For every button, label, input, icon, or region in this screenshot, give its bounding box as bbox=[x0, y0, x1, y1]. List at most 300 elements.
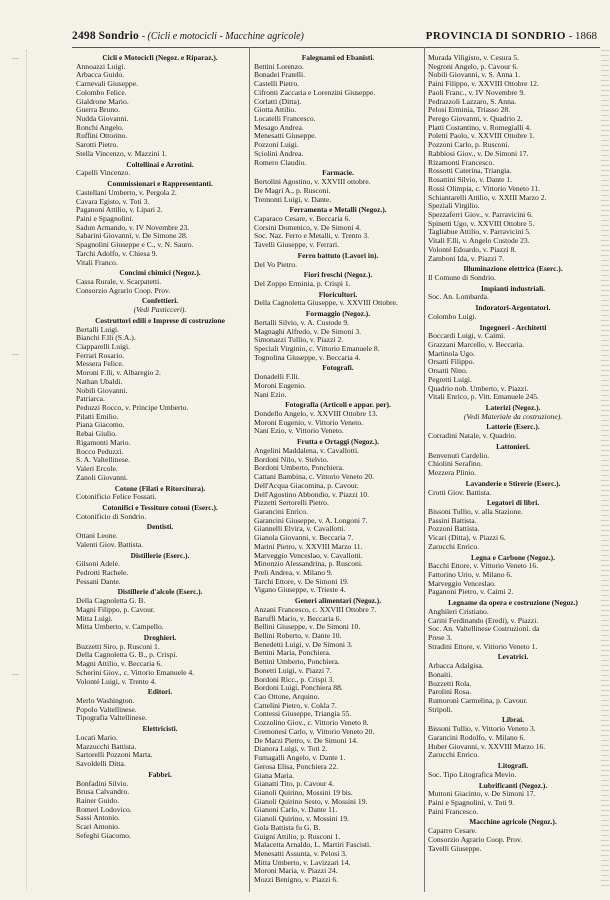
directory-entry: Paini e Spagnolini. bbox=[76, 214, 134, 223]
directory-entry: Tarchi Adolfo, v. Chiesa 9. bbox=[76, 249, 158, 258]
directory-entry: Fumagalli Angelo, v. Dante 1. bbox=[254, 754, 346, 763]
section-heading: Ferro battuto (Lavori in). bbox=[297, 250, 379, 260]
directory-section bbox=[428, 443, 598, 478]
directory-entry: Bellini Roberto, v. Dante 10. bbox=[254, 632, 342, 640]
directory-entry: Romero Claudio. bbox=[254, 158, 307, 167]
directory-entry: Dianora Luigi, v. Toti 2. bbox=[254, 745, 328, 754]
directory-entry: Tremonti Luigi, v. Dante. bbox=[254, 195, 332, 204]
directory-entry: Prese 3. bbox=[428, 634, 453, 642]
section-heading: Impianti industriali. bbox=[480, 283, 546, 293]
header-province: PROVINCIA DI SONDRIO bbox=[425, 30, 566, 42]
directory-entry: Piana Giacomo. bbox=[76, 421, 125, 430]
directory-entry: Zarucchi Enrico. bbox=[428, 542, 480, 551]
section-heading: Confettieri. bbox=[141, 296, 179, 306]
directory-entry: Nudda Giovanni. bbox=[76, 115, 129, 124]
section-heading: Ingegneri - Architetti bbox=[479, 322, 547, 332]
directory-entry: Tavelli Giuseppe, v. Ferrari. bbox=[254, 241, 340, 250]
directory-entry: Murada Viligisto, v. Cesura 5. bbox=[428, 54, 520, 62]
directory-entry: Dondello Angelo, v. XXVIII Ottobre 13. bbox=[254, 410, 378, 419]
directory-entry: Tarchi Ettore, v. De Simoni 19. bbox=[254, 577, 349, 586]
directory-section bbox=[428, 404, 598, 421]
directory-entry: Gianoni Carlo, v. Dante 11. bbox=[254, 806, 338, 815]
directory-entry: Huber Giovanni, v. XXVIII Marzo 16. bbox=[428, 742, 546, 751]
directory-entry: Paganoni Pietro, v. Caimi 2. bbox=[428, 588, 514, 597]
directory-entry: Cavara Egisto, v. Toti 3. bbox=[76, 197, 150, 206]
header-city: Sondrio bbox=[98, 30, 139, 42]
directory-entry: Soc. An. Lombarda. bbox=[428, 293, 489, 302]
directory-entry: Rosattini Silvio, v. Dante 1. bbox=[428, 176, 513, 185]
directory-section bbox=[428, 653, 598, 714]
directory-entry: Popolo Valtellinese. bbox=[76, 705, 137, 714]
section-heading: Laterizi (Negoz.). bbox=[485, 403, 541, 413]
directory-entry: Caparaco Cesare, v. Beccaria 6. bbox=[254, 214, 351, 223]
section-heading: Distillerie d'alcole (Eserc.). bbox=[117, 587, 203, 597]
directory-entry: Platti Costantino, v. Romegialli 4. bbox=[428, 123, 532, 132]
directory-entry: Angelini Maddalena, v. Cavallotti. bbox=[254, 446, 359, 455]
page-header bbox=[72, 30, 597, 46]
section-heading: Fotografia (Articoli e appar. per). bbox=[285, 400, 391, 410]
directory-entry: Benedetti Luigi, v. De Simoni 3. bbox=[254, 640, 353, 649]
directory-entry: Schiantarelli Attilio, v. XXIII Marzo 2. bbox=[428, 193, 547, 202]
directory-entry: Perego Giovanni, v. Quadrio 2. bbox=[428, 115, 523, 124]
directory-entry: Magni Filippo, p. Cavour. bbox=[76, 605, 155, 614]
directory-entry: Capelli Vincenzo. bbox=[76, 169, 131, 178]
header-subject: - (Cicli e motocicli - Macchine agricole) bbox=[141, 31, 304, 42]
directory-entry: Dell'Acqua Giacomina, p. Cavour. bbox=[254, 481, 359, 490]
directory-entry: Dell'Agostino Abbondio, v. Piazzi 10. bbox=[254, 490, 369, 499]
directory-entry: Soc. An. Valtellinese Costruzioni. da bbox=[428, 625, 540, 634]
directory-entry: Arbacca Adalgisa. bbox=[428, 662, 484, 671]
directory-entry: Tagliabue Attilio, v. Parravicini 5. bbox=[428, 228, 531, 237]
directory-entry: Soc. Naz. Ferro e Metalli, v. Trento 3. bbox=[254, 232, 370, 241]
directory-entry: Buzzetti Siro, p. Rusconi 1. bbox=[76, 642, 160, 651]
page-number: 2498 bbox=[72, 30, 96, 42]
directory-entry: Carnevali Giuseppe. bbox=[76, 80, 138, 89]
header-right bbox=[426, 30, 597, 42]
directory-entry: Bellini Giuseppe, v. De Simoni 10. bbox=[254, 623, 361, 632]
section-heading: Falegnami ed Ebanisti. bbox=[301, 53, 375, 62]
directory-entry: Gerosa Elisa, Ponchiera 22. bbox=[254, 762, 339, 771]
directory-entry: Benvenuti Cardelio. bbox=[428, 451, 490, 460]
directory-entry: Baruffi Mario, v. Beccaria 6. bbox=[254, 614, 342, 623]
column-divider bbox=[424, 47, 425, 892]
directory-section bbox=[76, 297, 244, 314]
directory-entry: Della Cagnoletta Giuseppe, v. XXVIII Ottobre. bbox=[254, 299, 398, 308]
directory-entry: Giotta Attilio. bbox=[254, 106, 297, 115]
column-left bbox=[76, 52, 244, 841]
directory-entry: Buzzetti Rola. bbox=[428, 679, 472, 688]
section-heading: Levatrici. bbox=[497, 652, 529, 662]
directory-section bbox=[428, 782, 598, 817]
directory-entry: Anzani Francesco, c. XXVIII Ottobre 7. bbox=[254, 605, 377, 614]
directory-entry: Colombo Luigi. bbox=[428, 312, 477, 321]
directory-entry: Vitali Enrico, p. Vitt. Emanuele 245. bbox=[428, 393, 539, 402]
directory-entry: Stradini Ettore, v. Vittorio Veneto 1. bbox=[428, 642, 538, 651]
directory-entry: Vitali F.lli, v. Angelo Custode 23. bbox=[428, 237, 530, 246]
section-heading: Indoratori-Argentatori. bbox=[475, 303, 551, 313]
left-margin-ruling: — — — bbox=[4, 50, 27, 890]
directory-entry: Guerra Bruno. bbox=[76, 106, 120, 115]
directory-entry: Cozzolino Giov., c. Vittorio Veneto 8. bbox=[254, 719, 369, 728]
directory-entry: Bertalli Luigi. bbox=[76, 325, 120, 334]
directory-section bbox=[76, 588, 244, 632]
directory-entry: Bordoni Ricc., p. Crispi 3. bbox=[254, 675, 335, 684]
directory-entry: Brusa Calvandro. bbox=[76, 788, 130, 797]
directory-section bbox=[428, 716, 598, 760]
directory-entry: Mezzera Plinio. bbox=[428, 469, 477, 478]
directory-section bbox=[254, 438, 422, 595]
section-heading: Macchine agricole (Negoz.). bbox=[469, 817, 557, 827]
directory-entry: Valeri Ercole. bbox=[76, 465, 118, 474]
directory-entry: Pozzoni Carlo, p. Rusconi. bbox=[428, 141, 510, 150]
section-heading: Fotografi. bbox=[322, 363, 354, 373]
directory-entry: Orsatti Nino. bbox=[428, 367, 468, 376]
section-heading: Lavanderie e Stirerie (Eserc.). bbox=[465, 478, 561, 488]
directory-entry: Pessani Dante. bbox=[76, 577, 121, 586]
directory-entry: S. A. Valtellinese. bbox=[76, 456, 131, 465]
section-heading: Farmacie. bbox=[322, 168, 354, 178]
directory-entry: Mozzi Benigno, v. Piazzi 6. bbox=[254, 876, 339, 885]
directory-entry: Tognolina Giuseppe, v. Beccaria 4. bbox=[254, 353, 361, 362]
section-heading: Lattonieri. bbox=[496, 441, 530, 451]
directory-entry: Moroni F.lli, v. Albaregio 2. bbox=[76, 369, 161, 378]
directory-entry: Paini e Spagnolini, v. Toti 9. bbox=[428, 798, 515, 807]
directory-section bbox=[428, 324, 598, 402]
directory-entry: Pozzoni Battista. bbox=[428, 525, 480, 534]
directory-entry: Merlo Washington. bbox=[76, 697, 135, 706]
directory-entry: Bissoni Tullio, v. alla Stazione. bbox=[428, 507, 523, 516]
directory-entry: Simonazzi Tullio, v. Piazzi 2. bbox=[254, 336, 344, 345]
directory-section bbox=[428, 54, 598, 263]
directory-entry: (Vedi Materiale da costruzione). bbox=[463, 412, 563, 421]
directory-entry: Cattelini Pietro, v. Cokla 7. bbox=[254, 701, 337, 710]
directory-entry: Boccardi Luigi, v. Caimi. bbox=[428, 332, 506, 341]
directory-entry: Mitta Umberto, v. Lavizzari 14. bbox=[254, 858, 351, 867]
section-heading: Cotonifici e Tessiture cotoni (Eserc.). bbox=[102, 502, 218, 512]
directory-entry: Pedrazzoli Lazzaro, S. Anna. bbox=[428, 97, 517, 106]
directory-entry: Bordoni Nilo, v. Stelvio. bbox=[254, 455, 329, 464]
directory-entry: Menesatti Assunta, v. Pelosi 3. bbox=[254, 849, 347, 858]
directory-entry: Sciolini Andrea. bbox=[254, 149, 304, 158]
directory-entry: Nani Ezio. bbox=[254, 390, 287, 399]
directory-entry: Malacetta Arnaldo, L. Martiri Fascisti. bbox=[254, 841, 372, 850]
directory-entry: Pozzoni Luigi. bbox=[254, 141, 299, 150]
directory-section bbox=[428, 599, 598, 651]
directory-section bbox=[254, 252, 422, 269]
directory-entry: Marveggio Venceslao, v. Cavallotti. bbox=[254, 551, 363, 560]
directory-entry: Castelli Pietro. bbox=[254, 80, 300, 89]
directory-section bbox=[428, 285, 598, 302]
directory-entry: Bacchi Ettore, v. Vittorio Veneto 16. bbox=[428, 562, 539, 571]
directory-entry: Passini Battista. bbox=[428, 516, 477, 525]
directory-entry: Marini Pietro, v. XXVIII Marzo 11. bbox=[254, 542, 363, 551]
section-heading: Legname da opera e costruzione (Negoz.) bbox=[448, 598, 578, 608]
directory-section bbox=[254, 310, 422, 362]
directory-entry: Ciapparelli Luigi. bbox=[76, 343, 130, 351]
directory-entry: Colombo Felice. bbox=[76, 88, 127, 97]
section-heading: Fabbri. bbox=[148, 769, 172, 779]
directory-entry: Peduzzi Rocco, v. Principe Umberto. bbox=[76, 404, 189, 413]
directory-section bbox=[428, 304, 598, 321]
directory-entry: Corsini Domenico, v. De Simoni 4. bbox=[254, 223, 362, 232]
directory-entry: Bonaiti. bbox=[428, 670, 453, 679]
directory-entry: Cattani Bambina, c. Vittorio Veneto 20. bbox=[254, 473, 374, 482]
directory-entry: Nobili Giovanni. bbox=[76, 386, 128, 395]
directory-entry: (Vedi Pasticceri). bbox=[133, 306, 187, 315]
directory-entry: Orsatti Filippo. bbox=[428, 358, 475, 367]
section-heading: Concimi chimici (Negoz.). bbox=[119, 268, 201, 278]
directory-entry: Rossotti Caterina, Triangia. bbox=[428, 167, 512, 176]
directory-entry: Arbacca Guido. bbox=[76, 71, 125, 80]
directory-section bbox=[76, 688, 244, 723]
directory-entry: Rocco Peduzzi. bbox=[76, 447, 124, 456]
section-heading: Editori. bbox=[147, 687, 173, 697]
directory-section bbox=[428, 818, 598, 853]
directory-entry: Bettini Lorenzo. bbox=[254, 62, 304, 71]
directory-section bbox=[428, 762, 598, 779]
directory-entry: Pegretti Luigi. bbox=[428, 375, 472, 384]
directory-entry: Vitali Franco. bbox=[76, 258, 118, 267]
directory-entry: Gianoli Quirino Sesto, v. Mossini 19. bbox=[254, 797, 368, 806]
directory-entry: Volonté Luigi, v. Trento 4. bbox=[76, 677, 157, 686]
directory-entry: Gianatti Tito, p. Cavour 4. bbox=[254, 780, 334, 789]
directory-section bbox=[76, 485, 244, 502]
directory-entry: Bonetti Luigi, v. Piazzi 7. bbox=[254, 666, 332, 675]
directory-section bbox=[428, 423, 598, 440]
directory-entry: Soc. Tipo Litografica Mevio. bbox=[428, 770, 517, 779]
directory-section bbox=[428, 554, 598, 598]
directory-entry: Locatelli Francesco. bbox=[254, 115, 316, 124]
directory-entry: Giana Maria. bbox=[254, 771, 295, 780]
directory-entry: Nathan Ubaldi. bbox=[76, 377, 123, 386]
directory-entry: De Marzi Pietro, v. De Simoni 14. bbox=[254, 736, 358, 745]
directory-section bbox=[76, 54, 244, 159]
directory-entry: Cotonificio Felice Fossati. bbox=[76, 493, 157, 502]
directory-entry: De Magri A., p. Rusconi. bbox=[254, 186, 331, 195]
directory-entry: Mesago Andrea. bbox=[254, 123, 304, 132]
directory-section bbox=[76, 317, 244, 483]
section-heading: Legna e Carbone (Negoz.). bbox=[471, 552, 555, 562]
directory-entry: Contessi Giuseppe, Triangia 55. bbox=[254, 710, 352, 719]
directory-entry: Della Cagnoletta G. B., p. Crispi. bbox=[76, 651, 178, 660]
directory-section bbox=[76, 771, 244, 841]
section-heading: Cicli e Motocicli (Negoz. e Riparaz.). bbox=[102, 53, 218, 62]
section-heading: Formaggio (Negoz.). bbox=[305, 309, 371, 319]
directory-entry: Cotonificio di Sondrio. bbox=[76, 512, 147, 521]
directory-section bbox=[254, 271, 422, 288]
directory-entry: Gianoli Quirino, v. Mossini 19. bbox=[254, 815, 350, 824]
section-heading: Lubrificanti (Negoz.). bbox=[478, 780, 548, 790]
section-heading: Floricultori. bbox=[318, 289, 358, 299]
directory-section bbox=[254, 597, 422, 885]
section-heading: Distillerie (Eserc.). bbox=[130, 550, 190, 560]
directory-entry: Zarucchi Enrico. bbox=[428, 751, 480, 760]
directory-entry: Poletti Paolo, v. XXVIII Ottobre 1. bbox=[428, 132, 535, 141]
directory-entry: Rainer Guido. bbox=[76, 796, 120, 805]
directory-entry: Moroni Eugenio. bbox=[254, 381, 306, 390]
directory-entry: Spagnolini Giuseppe e C., v. N. Sauro. bbox=[76, 241, 194, 250]
directory-entry: Del Vo Pietro. bbox=[254, 260, 297, 269]
section-heading: Generi alimentari (Negoz.). bbox=[294, 596, 382, 606]
directory-entry: Speciali Virginio, c. Vittorio Emanuele 8. bbox=[254, 345, 380, 353]
section-heading: Litografi. bbox=[497, 761, 529, 771]
directory-section bbox=[76, 523, 244, 549]
column-right bbox=[428, 52, 598, 853]
directory-entry: Volonté Edoardo, v. Piazzi 8. bbox=[428, 245, 517, 254]
directory-entry: Bertalli Silvio, v. A. Custode 9. bbox=[254, 318, 350, 327]
binding-edge bbox=[601, 50, 609, 890]
directory-entry: Pizzetti Sertorelli Pietro. bbox=[254, 499, 329, 508]
directory-entry: Negroni Angelo, p. Cavour 6. bbox=[428, 62, 519, 71]
directory-entry: Romeri Lodovico. bbox=[76, 805, 132, 814]
directory-entry: Muttoni Giacinto, v. De Simoni 17. bbox=[428, 790, 536, 799]
directory-entry: Annoazzi Luigi. bbox=[76, 62, 126, 71]
directory-entry: Ruffini Ottorino. bbox=[76, 132, 128, 141]
directory-entry: Magnaghi Alfredo, v. De Simoni 3. bbox=[254, 327, 362, 336]
directory-entry: Paganoni Attilio, v. Lipari 2. bbox=[76, 206, 163, 215]
directory-entry: Savoldelli Ditta. bbox=[76, 760, 126, 769]
section-heading: Libraí. bbox=[502, 715, 524, 725]
directory-entry: Consorzio Agrario Coop. Prov. bbox=[428, 835, 523, 844]
directory-entry: Zamboni Ida, v. Piazzi 7. bbox=[428, 254, 505, 263]
directory-section bbox=[254, 206, 422, 250]
section-heading: Latterie (Eserc.). bbox=[486, 422, 540, 432]
directory-entry: Pelosi Erminia, Triasso 28. bbox=[428, 106, 511, 115]
directory-entry: Sartorelli Pozzoni Marta. bbox=[76, 751, 153, 760]
directory-entry: Rizamonti Francesco. bbox=[428, 158, 495, 167]
directory-entry: Moroni Maria, v. Piazzi 24. bbox=[254, 867, 338, 876]
directory-entry: Minonzio Alessandrina, p. Rusconi. bbox=[254, 560, 363, 569]
directory-entry: Donadelli F.lli. bbox=[254, 373, 300, 382]
directory-entry: Carini Ferdinando (Eredi), v. Piazzi. bbox=[428, 616, 539, 625]
directory-entry: Caparro Cesare. bbox=[428, 827, 477, 836]
directory-entry: Bonadei Fratelli. bbox=[254, 71, 306, 80]
section-heading: Elettricisti. bbox=[142, 724, 178, 734]
header-rule bbox=[72, 47, 600, 48]
directory-entry: Ronchi Angelo. bbox=[76, 123, 124, 132]
directory-entry: Quadrio nob. Umberto, v. Piazzi. bbox=[428, 384, 529, 393]
directory-section bbox=[76, 725, 244, 769]
section-heading: Cotone (Filati e Ritorcitura). bbox=[114, 483, 206, 493]
directory-entry: Ferrari Rosario. bbox=[76, 351, 125, 360]
directory-section bbox=[254, 54, 422, 167]
directory-entry: Guigni Attilio, p. Rusconi 1. bbox=[254, 832, 341, 841]
section-heading: Ferramenta e Metalli (Negoz.). bbox=[289, 205, 387, 215]
directory-entry: Pilatti Emilio. bbox=[76, 412, 119, 421]
directory-section bbox=[254, 364, 422, 399]
section-heading: Dentisti. bbox=[146, 522, 174, 532]
directory-entry: Scherini Giov., c. Vittorio Emanuele 4. bbox=[76, 668, 195, 677]
section-heading: Fiori freschi (Negoz.). bbox=[303, 270, 373, 280]
directory-entry: Bianchi F.lli (S.A.). bbox=[76, 334, 136, 343]
directory-entry: Nani Ezio, v. Vittorio Veneto. bbox=[254, 427, 344, 436]
directory-entry: Rigamonti Mario. bbox=[76, 438, 131, 447]
directory-entry: Valenti Giov. Battista. bbox=[76, 540, 143, 549]
directory-entry: Garancini Rodolfo, v. Milano 6. bbox=[428, 733, 526, 742]
directory-entry: Grazzani Marcello, v. Beccaria. bbox=[428, 341, 525, 349]
directory-section bbox=[428, 499, 598, 551]
directory-entry: Rumoroni Carmelina, p. Cavour. bbox=[428, 697, 528, 706]
directory-entry: Paoli Franc., v. IV Novembre 9. bbox=[428, 88, 526, 97]
column-divider bbox=[249, 47, 250, 892]
directory-entry: Gilsoni Adele. bbox=[76, 560, 120, 569]
directory-entry: Sabarini Giovanni, v. De Simone 28. bbox=[76, 232, 188, 241]
directory-entry: Paini Francesco. bbox=[428, 807, 479, 816]
directory-entry: Moroni Eugenio, v. Vittorio Veneto. bbox=[254, 418, 364, 427]
directory-entry: Parolini Rosa. bbox=[428, 688, 472, 697]
directory-entry: Patriarca. bbox=[76, 395, 105, 404]
directory-entry: Stella Vincenzo, v. Mazzini 1. bbox=[76, 149, 168, 158]
directory-entry: Vicari (Ditta), v. Piazzi 6. bbox=[428, 534, 506, 543]
directory-entry: Mazzucchi Battista. bbox=[76, 742, 137, 751]
directory-entry: Sarotti Pietro. bbox=[76, 141, 119, 150]
directory-entry: Chiolini Serafino. bbox=[428, 460, 483, 469]
directory-entry: Della Cagnoletta G. B. bbox=[76, 597, 146, 606]
directory-entry: Crotti Giov. Battista. bbox=[428, 488, 492, 497]
directory-section bbox=[254, 401, 422, 436]
directory-entry: Gola Battista fu G. B. bbox=[254, 823, 321, 832]
directory-section bbox=[76, 269, 244, 295]
directory-entry: Scari Antonio. bbox=[76, 823, 120, 832]
directory-entry: Gialdrone Mario. bbox=[76, 97, 129, 106]
directory-entry: Mitta Luigi. bbox=[76, 614, 113, 623]
directory-entry: Cao Ottone, Arquino. bbox=[254, 693, 320, 702]
directory-entry: Preli Andrea, v. Milano 9. bbox=[254, 568, 333, 577]
directory-entry: Corradini Natale, v. Quadrio. bbox=[428, 432, 517, 441]
directory-entry: Locati Mario. bbox=[76, 733, 118, 742]
directory-section bbox=[76, 634, 244, 686]
directory-entry: Garancini Giuseppe, v. A. Longoni 7. bbox=[254, 516, 368, 525]
section-heading: Illuminazione elettrica (Eserc.). bbox=[463, 264, 563, 274]
directory-entry: Zanoli Giovanni. bbox=[76, 473, 128, 482]
directory-entry: Tavelli Giuseppe. bbox=[428, 844, 482, 853]
directory-entry: Gianoli Quirino, Mossini 19 bis. bbox=[254, 788, 353, 797]
directory-entry: Ottani Leone. bbox=[76, 532, 118, 541]
directory-entry: Magni Attilio, v. Beccaria 6. bbox=[76, 660, 163, 669]
directory-entry: Del Zoppo Erminia, p. Crispi 1. bbox=[254, 279, 351, 288]
directory-entry: Castellani Umberto, v. Pergola 2. bbox=[76, 188, 177, 197]
directory-entry: Messera Felice. bbox=[76, 360, 124, 369]
directory-entry: Bertolini Agostino, v. XXVIII ottobre. bbox=[254, 178, 371, 187]
directory-entry: Fattorino Urio, v. Milano 6. bbox=[428, 570, 513, 579]
directory-section bbox=[254, 291, 422, 308]
section-heading: Droghieri. bbox=[143, 633, 177, 642]
directory-entry: Spinetti Ugo, v. XXVIII Ottobre 5. bbox=[428, 219, 535, 228]
directory-entry: Tipografia Valtellinese. bbox=[76, 714, 147, 723]
directory-entry: Consorzio Agrario Coop. Prov. bbox=[76, 286, 171, 295]
directory-entry: Stripoli. bbox=[428, 705, 453, 714]
directory-entry: Sefeghi Giacomo. bbox=[76, 831, 131, 840]
directory-section bbox=[76, 504, 244, 521]
directory-entry: Corlatti (Ditta). bbox=[254, 97, 302, 106]
directory-entry: Sadun Armando, v. IV Novembre 23. bbox=[76, 223, 190, 232]
directory-entry: Vigano Giuseppe, v. Trieste 4. bbox=[254, 586, 346, 595]
directory-entry: Marveggio Venceslao. bbox=[428, 579, 496, 588]
directory-entry: Bonfadini Silvio. bbox=[76, 779, 129, 788]
directory-entry: Garancini Enrico. bbox=[254, 507, 308, 516]
directory-entry: Pedrotti Rachele. bbox=[76, 568, 129, 577]
directory-entry: Bordoni Umberto, Ponchiera. bbox=[254, 464, 344, 473]
directory-section bbox=[428, 265, 598, 282]
directory-entry: Paini Filippo, v. XXVIII Ottobre 12. bbox=[428, 80, 539, 89]
column-middle bbox=[254, 52, 422, 885]
section-heading: Frutta e Ortaggi (Negoz.). bbox=[297, 437, 379, 447]
directory-entry: Il Comune di Sondrio. bbox=[428, 273, 496, 282]
directory-entry: Bordoni Luigi, Ponchiera 88. bbox=[254, 684, 343, 693]
directory-section bbox=[254, 169, 422, 204]
section-heading: Commissionari e Rappresentanti. bbox=[107, 179, 213, 189]
directory-entry: Mitta Umberto, v. Campello. bbox=[76, 623, 164, 632]
